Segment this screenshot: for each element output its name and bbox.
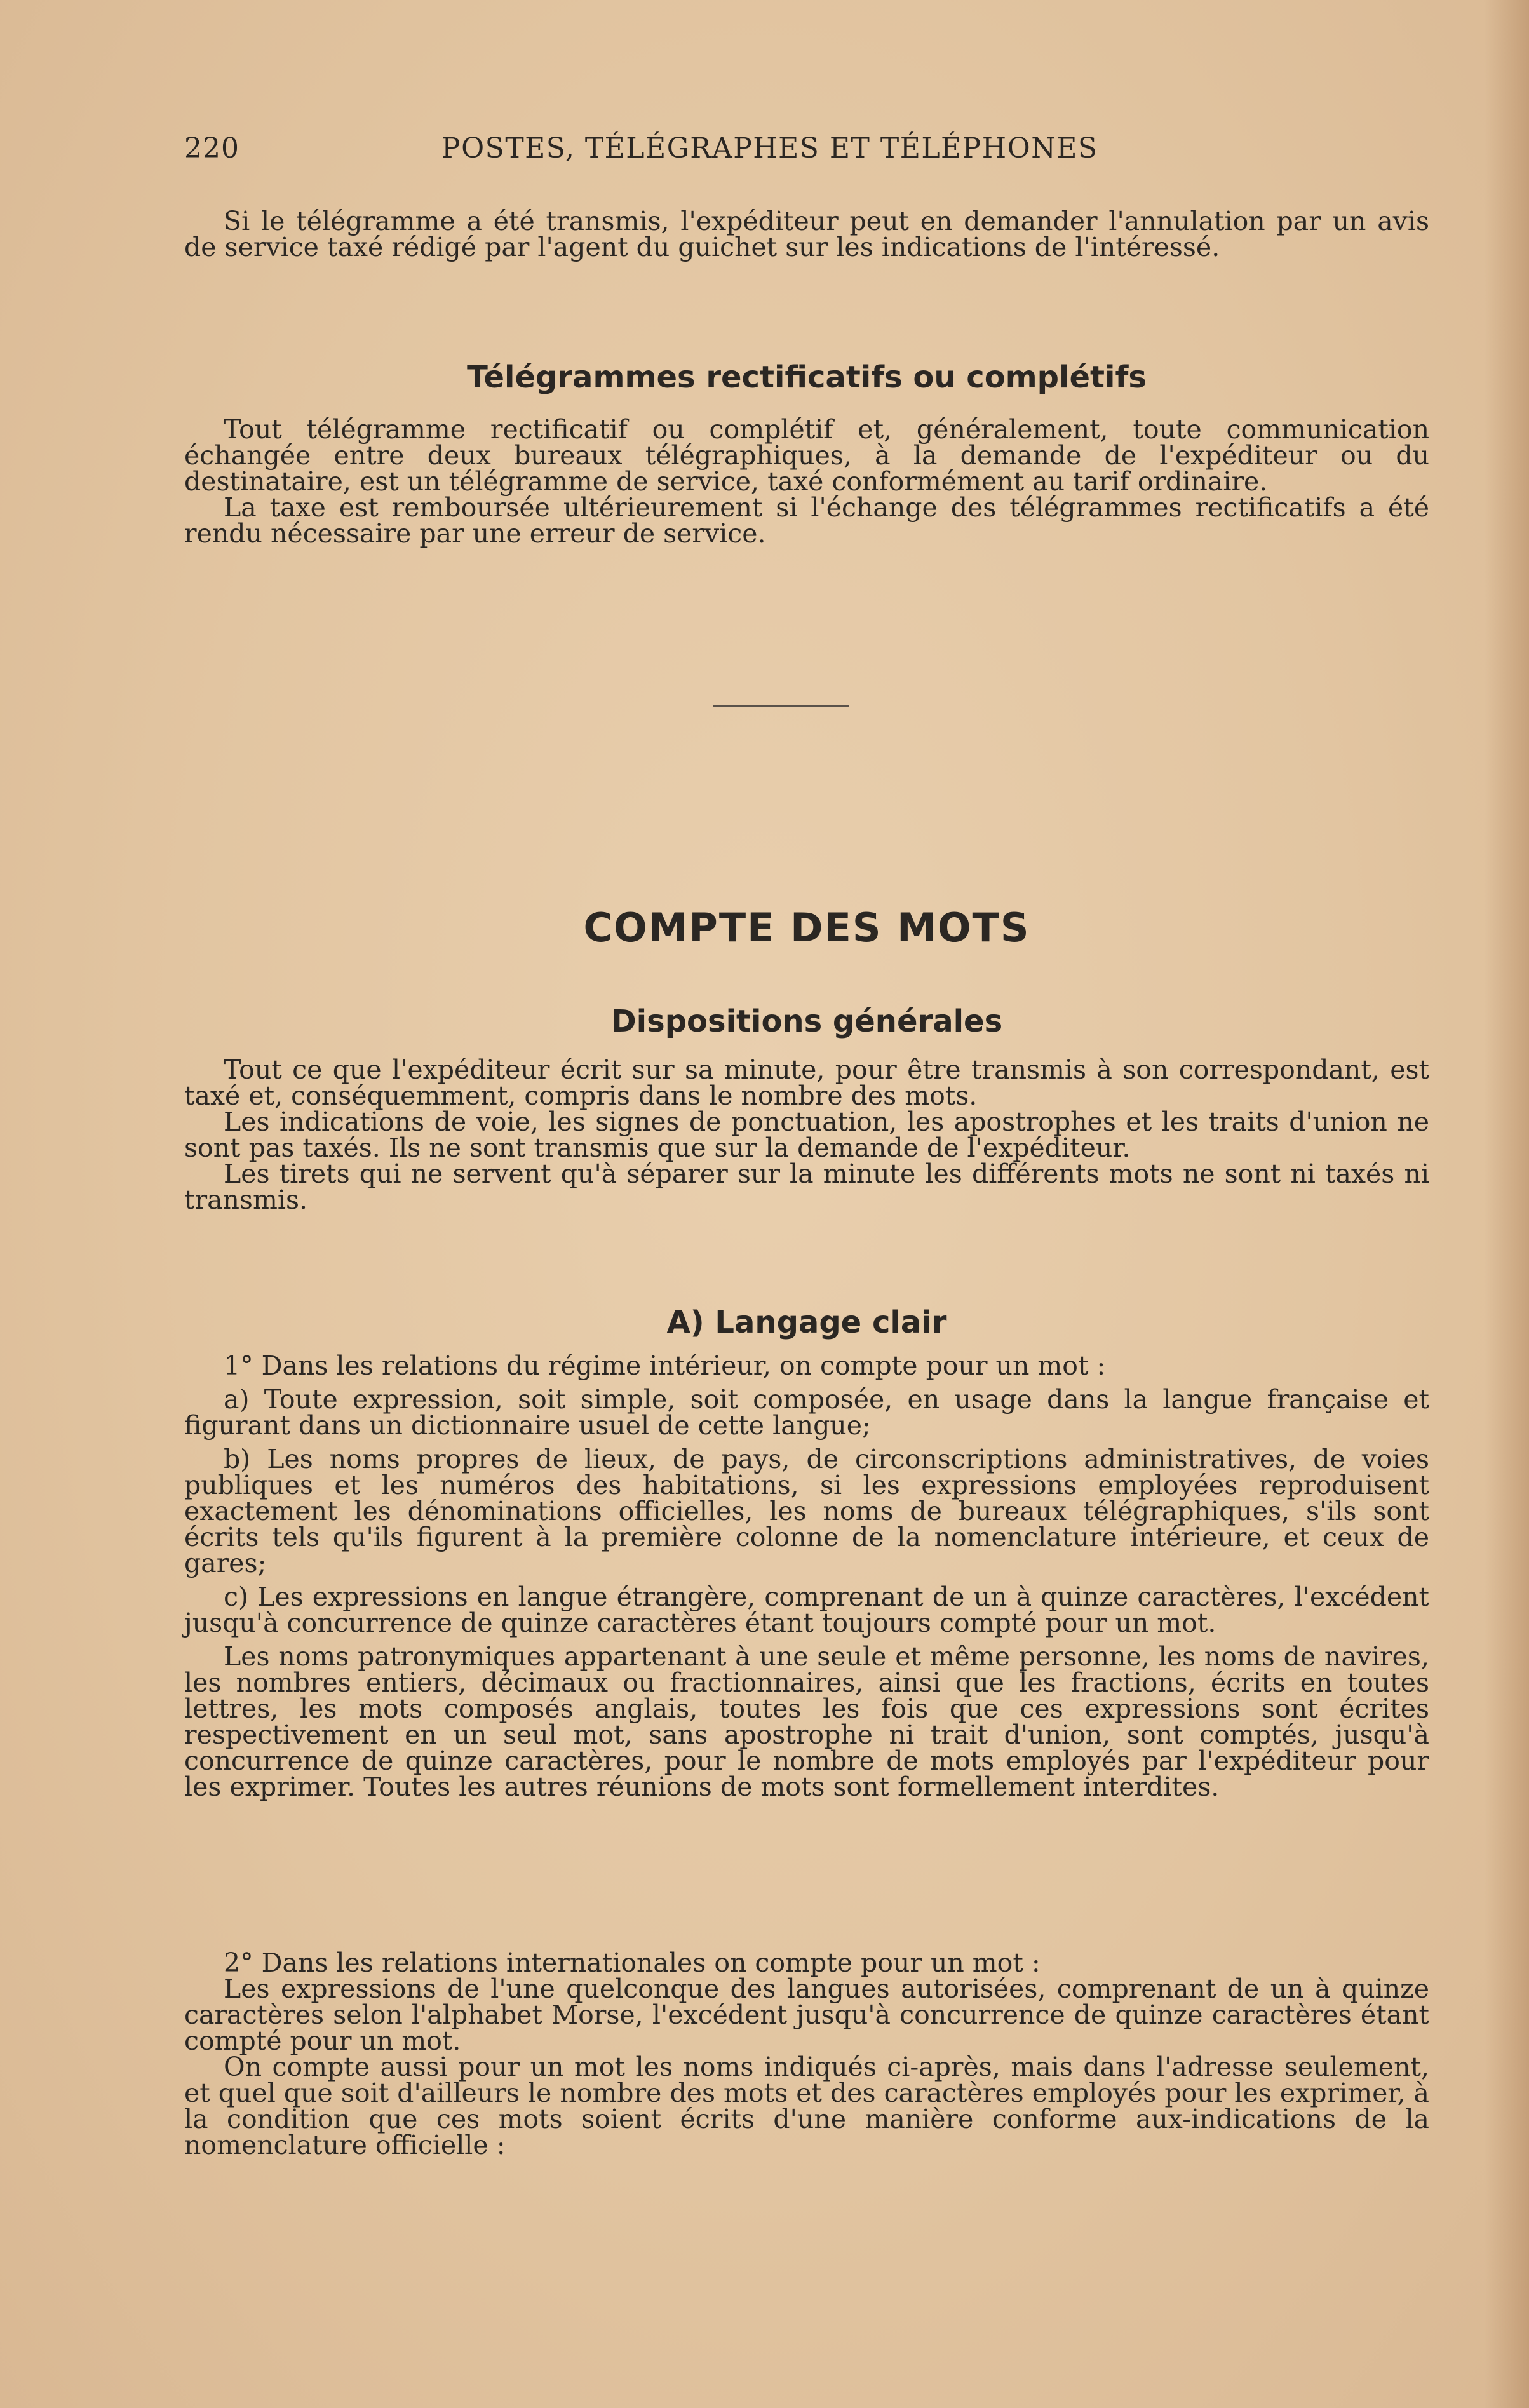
langage-clair-paragraph: On compte aussi pour un mot les noms indiqués ci-après, mais dans l'adresse seulement, et quel que soit d'ailleurs le nombre des mots et des caractères employés pour les exprimer, à la condition que ces mots soient écrits d'une manière conforme aux-indications de la nomenclature officielle : bbox=[184, 2052, 1429, 2160]
langage-clair-paragraph: 2° Dans les relations internationales on compte pour un mot : bbox=[224, 1947, 1041, 1978]
page-number: 220 bbox=[184, 132, 239, 165]
langage-clair-paragraph: 1° Dans les relations du régime intérieur, on compte pour un mot : bbox=[224, 1350, 1106, 1381]
dispositions-block bbox=[184, 1054, 1429, 1215]
dispositions-paragraph: Tout ce que l'expéditeur écrit sur sa minute, pour être transmis à son correspondant, est taxé et, conséquemment, compris dans le nombre des mots. bbox=[184, 1054, 1429, 1111]
intro-paragraph: Si le télégramme a été transmis, l'expéditeur peut en demander l'annulation par un avis de service taxé rédigé par l'agent du guichet sur les indications de l'intéressé. bbox=[184, 206, 1429, 262]
langage-clair-paragraph: b) Les noms propres de lieux, de pays, de circonscriptions administratives, de voies publiques et les numéros des habitations, si les expressions employées reproduisent exactement les dénominations officielles, les noms de bureaux télégraphiques, s'ils sont écrits tels qu'ils figurent à la première colonne de la nomenclature intérieure, et ceux de gares; bbox=[184, 1444, 1429, 1578]
section-divider bbox=[713, 705, 849, 707]
langage-clair-block-2 bbox=[184, 1947, 1429, 2160]
langage-clair-paragraph: c) Les expressions en langue étrangère, comprenant de un à quinze caractères, l'excédent jusqu'à concurrence de quinze caractères étant toujours compté pour un mot. bbox=[184, 1582, 1429, 1638]
rectificatifs-paragraph: La taxe est remboursée ultérieurement si l'échange des télégrammes rectificatifs a été rendu nécessaire par une erreur de service. bbox=[184, 492, 1429, 549]
rectificatifs-block bbox=[184, 414, 1429, 549]
intro-block bbox=[184, 208, 1429, 260]
langage-clair-paragraph: a) Toute expression, soit simple, soit composée, en usage dans la langue française et figurant dans un dictionnaire usuel de cette langue; bbox=[184, 1384, 1429, 1441]
rectificatifs-paragraph: Tout télégramme rectificatif ou complétif et, généralement, toute communication échangée entre deux bureaux télégraphiques, à la demande de l'expéditeur ou du destinataire, est un télégramme de service, taxé conformément au tarif ordinaire. bbox=[184, 414, 1429, 497]
compte-title: COMPTE DES MOTS bbox=[583, 905, 1030, 951]
running-header bbox=[184, 132, 1455, 170]
langage-clair-heading: A) Langage clair bbox=[666, 1305, 947, 1340]
dispositions-paragraph: Les indications de voie, les signes de ponctuation, les apostrophes et les traits d'union ne sont pas taxés. Ils ne sont transmis que sur la demande de l'expéditeur. bbox=[184, 1106, 1429, 1163]
langage-clair-paragraph: Les expressions de l'une quelconque des langues autorisées, comprenant de un à quinze caractères selon l'alphabet Morse, l'excédent jusqu'à concurrence de quinze caractères étant compté pour un mot. bbox=[184, 1974, 1429, 2056]
page-gutter-shadow bbox=[1485, 0, 1529, 2408]
rectificatifs-heading: Télégrammes rectificatifs ou complétifs bbox=[467, 360, 1147, 395]
langage-clair-paragraph: Les noms patronymiques appartenant à une seule et même personne, les noms de navires, les nombres entiers, décimaux ou fractionnaires, ainsi que les fractions, écrits en toutes lettres, les mots composés anglais, toutes les fois que ces expressions sont écrites respectivement en un seul mot, sans apostrophe ni trait d'union, sont comptés, jusqu'à concurrence de quinze caractères, pour le nombre de mots employés par l'expéditeur pour les exprimer. Toutes les autres réunions de mots sont formellement interdites. bbox=[184, 1641, 1429, 1802]
dispositions-heading: Dispositions générales bbox=[610, 1004, 1003, 1039]
langage-clair-block-1 bbox=[184, 1350, 1429, 1802]
running-title: POSTES, TÉLÉGRAPHES ET TÉLÉPHONES bbox=[441, 132, 1098, 165]
dispositions-paragraph: Les tirets qui ne servent qu'à séparer sur la minute les différents mots ne sont ni taxés ni transmis. bbox=[184, 1159, 1429, 1215]
